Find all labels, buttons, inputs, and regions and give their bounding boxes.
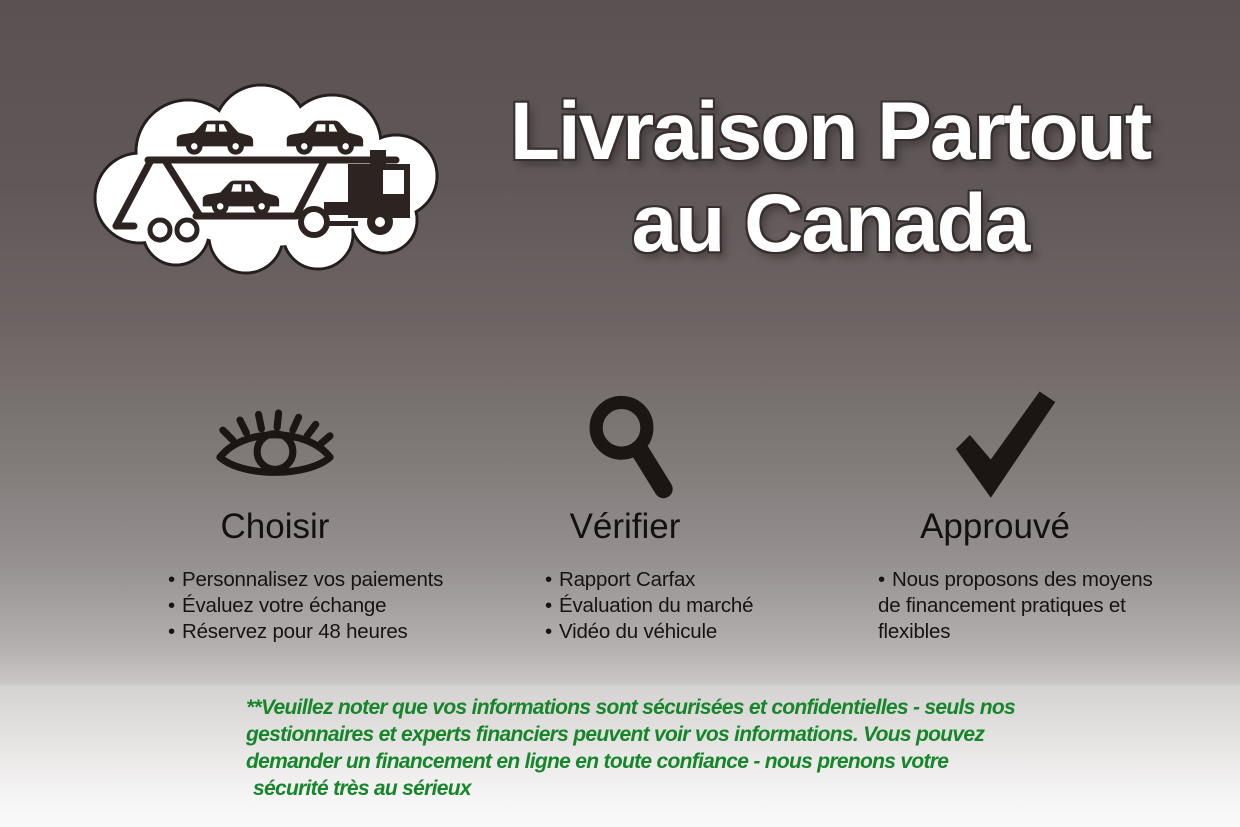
magnifier-icon bbox=[581, 391, 683, 503]
bullet-icon: • bbox=[878, 568, 885, 591]
title-line-1: Livraison Partout bbox=[509, 86, 1151, 177]
bullet-item-text: Rapport Carfax bbox=[558, 568, 696, 591]
car-carrier-logo bbox=[78, 80, 458, 276]
bullet-icon: • bbox=[168, 594, 175, 617]
bullet-item bbox=[545, 593, 815, 619]
security-note-line bbox=[246, 775, 1056, 802]
bullet-item-text: Nous proposons des moyens de financement pratiques et flexibles bbox=[878, 568, 1153, 643]
security-note bbox=[246, 694, 1056, 802]
bullet-item bbox=[545, 567, 815, 593]
bullet-item bbox=[168, 619, 448, 645]
bullet-icon: • bbox=[545, 568, 552, 591]
bullet-item bbox=[168, 567, 448, 593]
eye-icon bbox=[197, 403, 353, 483]
car-carrier-cloud-icon bbox=[78, 80, 458, 276]
feature-bullets-approuve bbox=[878, 567, 1154, 645]
feature-label-approuve: Approuvé bbox=[920, 507, 1070, 546]
magnifier-icon bbox=[567, 388, 683, 503]
feature-label-verifier: Vérifier bbox=[569, 507, 681, 546]
security-note-line bbox=[246, 748, 1056, 775]
security-note-line-text: demander un financement en ligne en toute confiance - nous prenons votre bbox=[246, 750, 949, 773]
check-icon bbox=[944, 388, 1062, 503]
feature-verifier bbox=[545, 388, 815, 645]
feature-approuve bbox=[878, 388, 1154, 645]
bullet-item-text: Personnalisez vos paiements bbox=[181, 568, 444, 591]
eye-icon bbox=[197, 388, 353, 503]
bullet-icon: • bbox=[168, 568, 175, 591]
security-note-line bbox=[246, 721, 1056, 748]
bullet-item bbox=[878, 567, 1154, 645]
security-note-line-text: gestionnaires et experts financiers peuvent voir vos informations. Vous pouvez bbox=[246, 723, 985, 746]
bullet-item-text: Évaluez votre échange bbox=[181, 594, 387, 617]
feature-choisir bbox=[168, 388, 448, 645]
bullet-item bbox=[545, 619, 815, 645]
bullet-icon: • bbox=[168, 620, 175, 643]
bullet-item bbox=[168, 593, 448, 619]
feature-bullets-choisir bbox=[168, 567, 448, 645]
feature-bullets-verifier bbox=[545, 567, 815, 645]
security-note-line-text: **Veuillez noter que vos informations sont sécurisées et confidentielles - seuls nos bbox=[246, 696, 1015, 719]
bullet-item-text: Évaluation du marché bbox=[558, 594, 754, 617]
page-title bbox=[455, 86, 1205, 270]
title-line-2: au Canada bbox=[631, 178, 1029, 269]
security-note-line bbox=[246, 694, 1056, 721]
security-note-line-text: sécurité très au sérieux bbox=[253, 777, 471, 800]
feature-label-choisir: Choisir bbox=[220, 507, 330, 546]
bullet-icon: • bbox=[545, 620, 552, 643]
bullet-item-text: Vidéo du véhicule bbox=[558, 620, 718, 643]
bullet-item-text: Réservez pour 48 heures bbox=[181, 620, 408, 643]
bullet-icon: • bbox=[545, 594, 552, 617]
check-icon bbox=[928, 388, 1062, 503]
